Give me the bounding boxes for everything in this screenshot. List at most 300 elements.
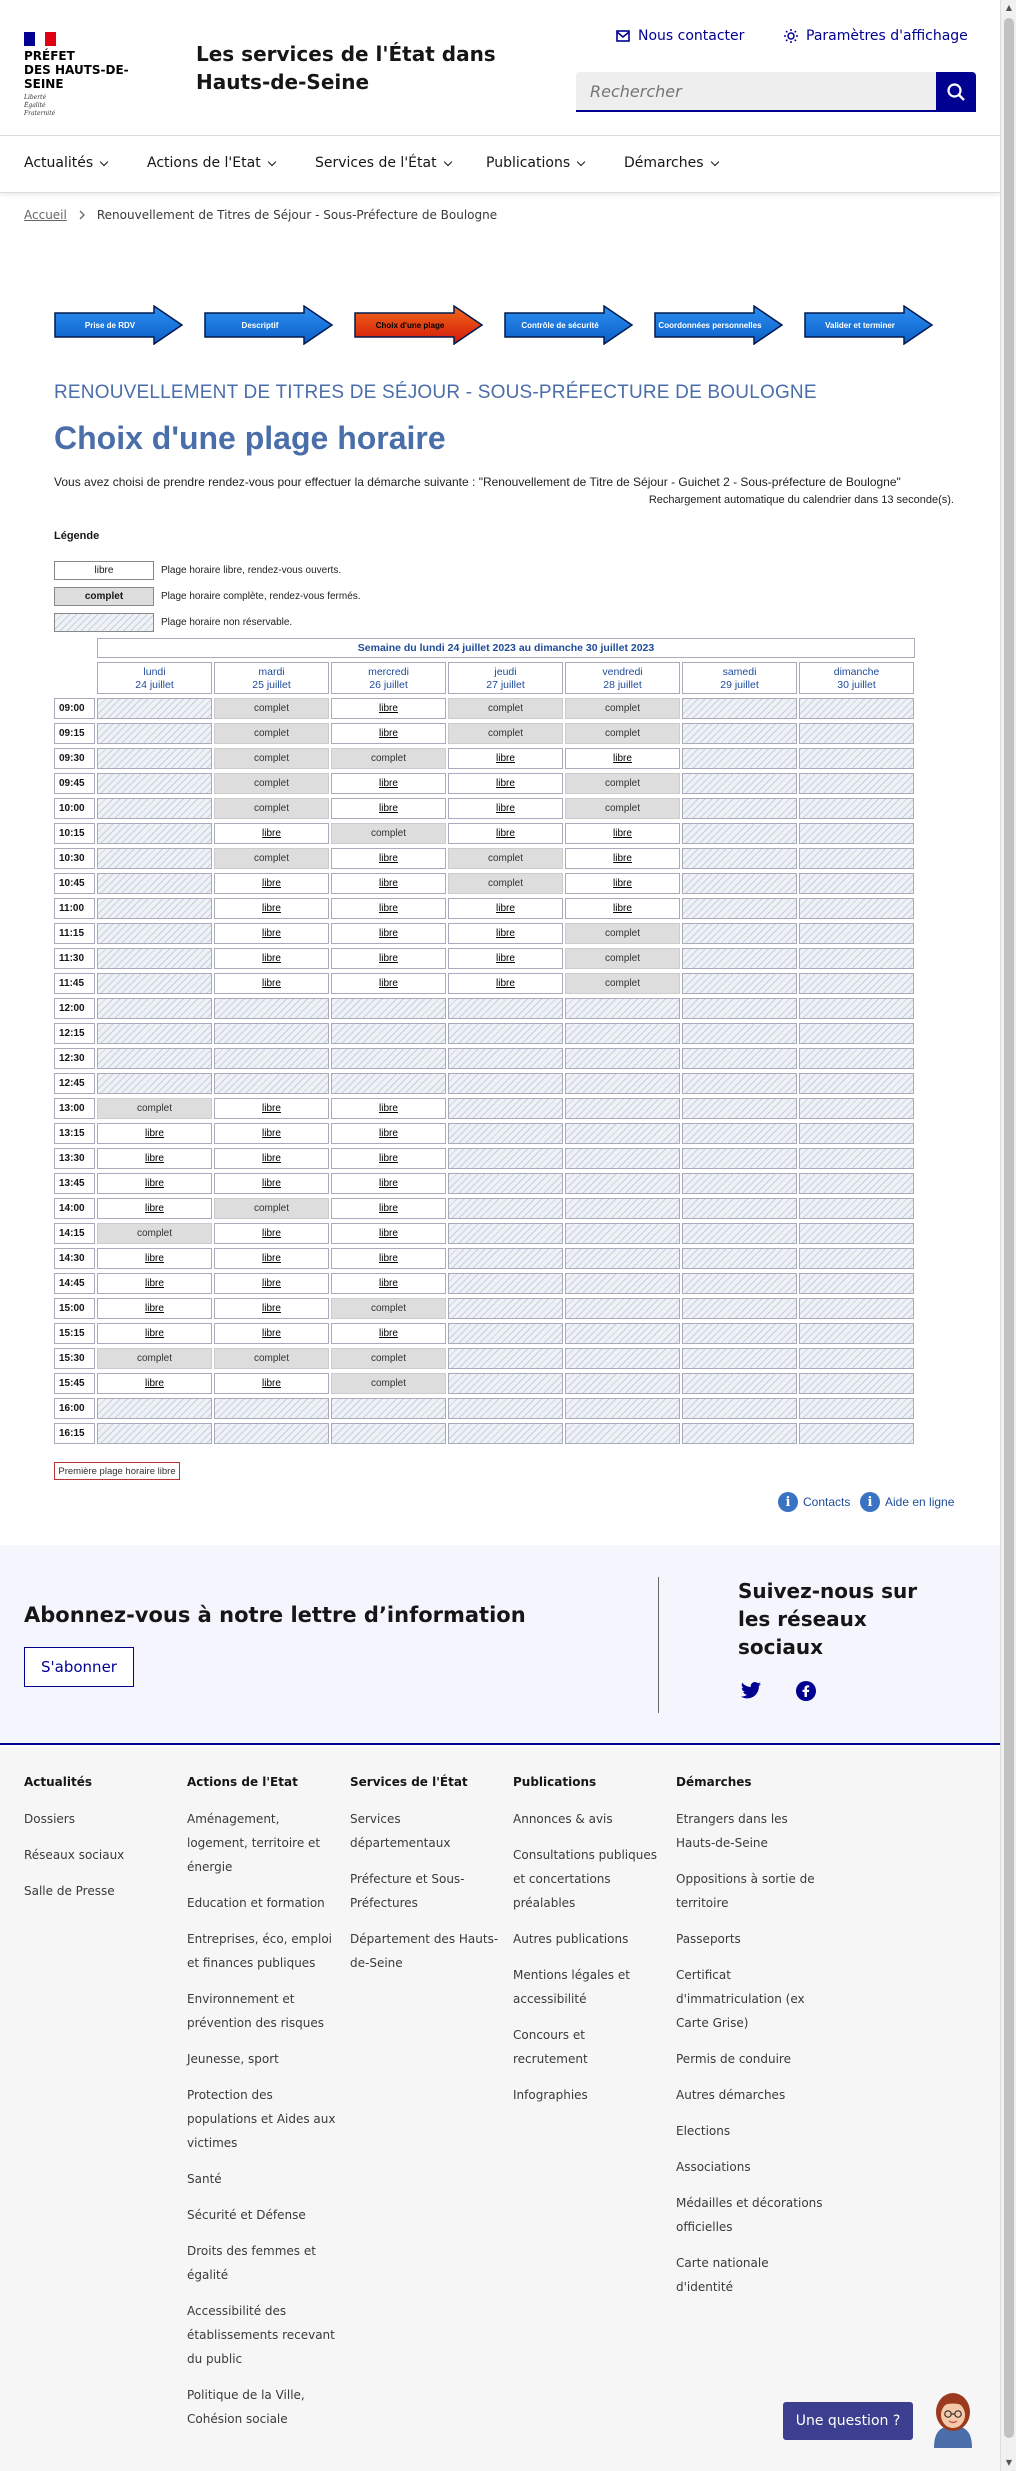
chat-button[interactable]: Une question ? [783, 2402, 913, 2440]
slot-unavailable [682, 698, 797, 719]
newsletter-title: Abonnez-vous à notre lettre d’information [24, 1603, 526, 1627]
slot-free[interactable]: libre [97, 1273, 212, 1294]
search-input[interactable] [576, 72, 936, 112]
slot-free[interactable]: libre [331, 698, 446, 719]
slot-unavailable [97, 998, 212, 1019]
time-label: 09:30 [54, 748, 95, 769]
slot-free[interactable]: libre [97, 1373, 212, 1394]
slot-free[interactable]: libre [214, 948, 329, 969]
procedure-subtitle: RENOUVELLEMENT DE TITRES DE SÉJOUR - SOUS-PRÉFECTURE DE BOULOGNE [54, 382, 817, 403]
step-label: Descriptif [241, 320, 279, 330]
slot-unavailable [799, 1298, 914, 1319]
slot-unavailable [565, 1323, 680, 1344]
slot-free[interactable]: libre [97, 1323, 212, 1344]
first-free-slot-button[interactable]: Première plage horaire libre [54, 1462, 180, 1480]
footer-link[interactable]: Education et formation [187, 1896, 325, 1910]
slot-full: complet [331, 1298, 446, 1319]
time-label: 13:00 [54, 1098, 95, 1119]
footer-link[interactable]: Associations [676, 2160, 751, 2174]
footer-link[interactable]: Protection des populations et Aides aux victimes [187, 2088, 336, 2150]
slot-free[interactable]: libre [448, 898, 563, 919]
footer-link[interactable]: Infographies [513, 2088, 588, 2102]
footer-link[interactable]: Médailles et décorations officielles [676, 2196, 823, 2234]
slot-unavailable [97, 823, 212, 844]
slot-unavailable [682, 823, 797, 844]
slot-free[interactable]: libre [214, 1323, 329, 1344]
footer-link[interactable]: Oppositions à sortie de territoire [676, 1872, 815, 1910]
chatbot-avatar[interactable] [928, 2390, 978, 2448]
nav-demarches[interactable] [624, 155, 718, 171]
slot-free[interactable]: libre [331, 1223, 446, 1244]
slot-free[interactable]: libre [331, 1248, 446, 1269]
footer-column-title: Services de l'État [350, 1775, 468, 1789]
slot-full: complet [565, 798, 680, 819]
subscribe-button[interactable]: S'abonner [24, 1647, 134, 1687]
slot-unavailable [799, 1373, 914, 1394]
site-title[interactable]: Les services de l'État dans Hauts-de-Seine [196, 42, 496, 94]
slot-full: complet [448, 723, 563, 744]
slot-unavailable [682, 1423, 797, 1444]
footer-link[interactable]: Sécurité et Défense [187, 2208, 306, 2222]
slot-unavailable [448, 998, 563, 1019]
slot-unavailable [682, 1348, 797, 1369]
slot-unavailable [799, 848, 914, 869]
slot-unavailable [799, 723, 914, 744]
info-icon: i [860, 1492, 880, 1512]
legend-free-text: Plage horaire libre, rendez-vous ouverts. [161, 565, 342, 576]
time-label: 14:45 [54, 1273, 95, 1294]
slot-free[interactable]: libre [331, 848, 446, 869]
slot-unavailable [565, 1248, 680, 1269]
slot-unavailable [448, 1098, 563, 1119]
nav-actualites[interactable] [24, 155, 107, 171]
slot-unavailable [799, 1273, 914, 1294]
footer-link[interactable]: Passeports [676, 1932, 741, 1946]
day-date: 25 juillet [252, 679, 291, 691]
footer-link[interactable]: Elections [676, 2124, 731, 2138]
breadcrumb-current: Renouvellement de Titres de Séjour - Sous-Préfecture de Boulogne [96, 208, 498, 222]
nav-publications-label: Publications [486, 155, 571, 171]
time-label: 15:45 [54, 1373, 95, 1394]
day-date: 26 juillet [369, 679, 408, 691]
day-name: dimanche [833, 666, 880, 678]
nav-services-etat[interactable] [315, 155, 451, 171]
nav-actions-etat[interactable] [147, 155, 275, 171]
slot-full: complet [214, 1348, 329, 1369]
slot-unavailable [682, 1223, 797, 1244]
slot-free[interactable]: libre [448, 748, 563, 769]
slot-unavailable [565, 1373, 680, 1394]
slot-unavailable [565, 1098, 680, 1119]
time-label: 12:00 [54, 998, 95, 1019]
step-2 [204, 305, 334, 345]
step-3 [354, 305, 484, 345]
time-label: 15:30 [54, 1348, 95, 1369]
slot-unavailable [565, 1123, 680, 1144]
slot-free[interactable]: libre [214, 923, 329, 944]
day-date: 28 juillet [603, 679, 642, 691]
footer-link[interactable]: Carte nationale d'identité [676, 2256, 769, 2294]
slot-full: complet [331, 1348, 446, 1369]
slot-free[interactable]: libre [448, 823, 563, 844]
time-label: 09:00 [54, 698, 95, 719]
slot-free[interactable]: libre [331, 1098, 446, 1119]
slot-free[interactable]: libre [214, 1223, 329, 1244]
search-bar [576, 72, 976, 112]
slot-free[interactable]: libre [448, 973, 563, 994]
marianne-flag-icon [24, 32, 56, 46]
footer-link[interactable]: Dossiers [24, 1812, 75, 1826]
social-title: Suivez-nous sur les réseaux sociaux [738, 1579, 918, 1659]
breadcrumb-home[interactable]: Accueil [24, 208, 67, 222]
footer-link[interactable]: Accessibilité des établissements recevant du public [187, 2304, 335, 2366]
slot-unavailable [682, 1123, 797, 1144]
slot-unavailable [799, 773, 914, 794]
slot-unavailable [682, 1048, 797, 1069]
time-label: 10:30 [54, 848, 95, 869]
time-label: 13:45 [54, 1173, 95, 1194]
slot-full: complet [214, 1198, 329, 1219]
footer-link[interactable]: Autres démarches [676, 2088, 786, 2102]
slot-free[interactable]: libre [565, 873, 680, 894]
slot-unavailable [331, 1398, 446, 1419]
slot-free[interactable]: libre [331, 1173, 446, 1194]
day-header-mardi [214, 662, 329, 694]
footer-link[interactable]: Aménagement, logement, territoire et énergie [187, 1812, 321, 1874]
footer-link[interactable]: Consultations publiques et concertations préalables [513, 1848, 657, 1910]
breadcrumb [24, 208, 497, 222]
slot-free[interactable]: libre [331, 923, 446, 944]
twitter-icon[interactable] [740, 1681, 762, 1701]
search-icon [946, 82, 966, 102]
slot-free[interactable]: libre [331, 1123, 446, 1144]
slot-full: complet [97, 1348, 212, 1369]
slot-unavailable [214, 1023, 329, 1044]
slot-unavailable [448, 1123, 563, 1144]
slot-unavailable [799, 1173, 914, 1194]
slot-free[interactable]: libre [214, 1298, 329, 1319]
day-header-jeudi [448, 662, 563, 694]
footer-link[interactable]: Autres publications [513, 1932, 629, 1946]
time-label: 16:15 [54, 1423, 95, 1444]
slot-unavailable [799, 1023, 914, 1044]
slot-free[interactable]: libre [97, 1123, 212, 1144]
slot-unavailable [448, 1023, 563, 1044]
slot-free[interactable]: libre [448, 923, 563, 944]
scroll-down-icon[interactable]: ▼ [1005, 2458, 1013, 2467]
slot-unavailable [799, 1323, 914, 1344]
slot-unavailable [799, 1348, 914, 1369]
slot-unavailable [682, 948, 797, 969]
footer-link[interactable]: Jeunesse, sport [187, 2052, 279, 2066]
slot-free[interactable]: libre [214, 1248, 329, 1269]
slot-free[interactable]: libre [97, 1298, 212, 1319]
day-name: samedi [722, 666, 757, 678]
slot-free[interactable]: libre [331, 898, 446, 919]
slot-unavailable [448, 1173, 563, 1194]
time-label: 12:15 [54, 1023, 95, 1044]
step-label: Choix d'une plage [375, 320, 445, 330]
footer-link[interactable]: Mentions légales et accessibilité [513, 1968, 630, 2006]
slot-unavailable [97, 723, 212, 744]
slot-unavailable [331, 1073, 446, 1094]
nav-actions-etat-label: Actions de l'Etat [147, 155, 261, 171]
scrollbar-thumb[interactable] [1004, 18, 1014, 2438]
footer-column-title: Actualités [24, 1775, 93, 1789]
intro-text: Vous avez choisi de prendre rendez-vous pour effectuer la démarche suivante : "Renouvellement de Titre de Séjour - Guichet 2 - Sous-préfecture de Boulogne" [54, 475, 901, 489]
nav-publications[interactable] [486, 155, 584, 171]
footer-link[interactable]: Environnement et prévention des risques [187, 1992, 325, 2030]
footer-column-title: Publications [513, 1775, 597, 1789]
time-label: 15:15 [54, 1323, 95, 1344]
slot-unavailable [799, 973, 914, 994]
footer-link[interactable]: Entreprises, éco, emploi et finances publiques [187, 1932, 332, 1970]
footer-link[interactable]: Préfecture et Sous-Préfectures [350, 1872, 465, 1910]
slot-unavailable [565, 1223, 680, 1244]
step-4 [504, 305, 634, 345]
slot-free[interactable]: libre [565, 823, 680, 844]
step-label: Coordonnées personnelles [658, 320, 762, 330]
footer-link[interactable]: Département des Hauts-de-Seine [350, 1932, 499, 1970]
slot-free[interactable]: libre [331, 773, 446, 794]
time-label: 14:00 [54, 1198, 95, 1219]
contact-label: Nous contacter [638, 28, 745, 44]
slot-full: complet [448, 873, 563, 894]
slot-unavailable [214, 1398, 329, 1419]
slot-unavailable [331, 1023, 446, 1044]
slot-free[interactable]: libre [448, 798, 563, 819]
slot-free[interactable]: libre [214, 1273, 329, 1294]
slot-unavailable [799, 798, 914, 819]
time-label: 14:30 [54, 1248, 95, 1269]
slot-free[interactable]: libre [331, 723, 446, 744]
time-label: 13:15 [54, 1123, 95, 1144]
slot-unavailable [682, 1073, 797, 1094]
slot-free[interactable]: libre [97, 1173, 212, 1194]
slot-unavailable [448, 1373, 563, 1394]
slot-free[interactable]: libre [214, 973, 329, 994]
slot-full: complet [97, 1223, 212, 1244]
slot-unavailable [682, 1373, 797, 1394]
time-label: 16:00 [54, 1398, 95, 1419]
online-help-label: Aide en ligne [885, 1495, 955, 1509]
slot-free[interactable]: libre [214, 823, 329, 844]
site-header [0, 0, 1000, 136]
slot-free[interactable]: libre [331, 1148, 446, 1169]
slot-unavailable [799, 898, 914, 919]
time-label: 12:45 [54, 1073, 95, 1094]
contacts-link[interactable] [778, 1492, 850, 1512]
footer-column [350, 1775, 500, 1987]
slot-unavailable [565, 1298, 680, 1319]
slot-free[interactable]: libre [331, 973, 446, 994]
slot-free[interactable]: libre [214, 1373, 329, 1394]
slot-full: complet [214, 798, 329, 819]
time-label: 09:15 [54, 723, 95, 744]
display-settings-label: Paramètres d'affichage [806, 28, 968, 44]
prefet-logo[interactable] [24, 32, 164, 118]
slot-unavailable [799, 1423, 914, 1444]
footer-column-title: Démarches [676, 1775, 752, 1789]
day-name: mardi [258, 666, 285, 678]
motto-3: Fraternité [24, 110, 56, 117]
scroll-up-icon[interactable]: ▲ [1005, 3, 1013, 12]
slot-unavailable [448, 1223, 563, 1244]
nav-demarches-label: Démarches [624, 155, 704, 171]
slot-unavailable [799, 998, 914, 1019]
scrollbar[interactable] [1000, 0, 1016, 2471]
footer-link[interactable]: Droits des femmes et égalité [187, 2244, 316, 2282]
slot-free[interactable]: libre [331, 1273, 446, 1294]
slot-free[interactable]: libre [214, 898, 329, 919]
slot-full: complet [331, 823, 446, 844]
chevron-right-icon [79, 210, 85, 220]
assistant-avatar-icon [928, 2390, 978, 2448]
slot-free[interactable]: libre [97, 1198, 212, 1219]
reload-suffix: seconde(s). [896, 494, 954, 506]
step-6 [804, 305, 934, 345]
slot-unavailable [448, 1048, 563, 1069]
slot-free[interactable]: libre [97, 1248, 212, 1269]
slot-free[interactable]: libre [331, 798, 446, 819]
day-date: 30 juillet [837, 679, 876, 691]
slot-free[interactable]: libre [331, 1323, 446, 1344]
slot-full: complet [565, 973, 680, 994]
slot-unavailable [565, 1273, 680, 1294]
slot-unavailable [682, 1248, 797, 1269]
footer-link[interactable]: Services départementaux [350, 1812, 451, 1850]
slot-unavailable [682, 1323, 797, 1344]
legend-na-swatch [54, 613, 154, 632]
legend-full-text: Plage horaire complète, rendez-vous fermés. [161, 591, 361, 602]
day-header-vendredi [565, 662, 680, 694]
time-label: 15:00 [54, 1298, 95, 1319]
sun-icon [784, 29, 798, 43]
step-1 [54, 305, 184, 345]
time-label: 11:30 [54, 948, 95, 969]
time-label: 12:30 [54, 1048, 95, 1069]
slot-unavailable [97, 948, 212, 969]
slot-unavailable [799, 1073, 914, 1094]
slot-unavailable [448, 1273, 563, 1294]
site-footer [0, 1747, 1000, 2471]
slot-unavailable [565, 1148, 680, 1169]
legend-na-text: Plage horaire non réservable. [161, 617, 293, 628]
slot-unavailable [97, 898, 212, 919]
slot-free[interactable]: libre [214, 1098, 329, 1119]
time-label: 11:15 [54, 923, 95, 944]
slot-free[interactable]: libre [448, 773, 563, 794]
footer-link[interactable]: Annonces & avis [513, 1812, 613, 1826]
slot-full: complet [214, 773, 329, 794]
step-label: Prise de RDV [84, 320, 136, 330]
facebook-icon[interactable] [796, 1681, 816, 1701]
slot-unavailable [799, 873, 914, 894]
slot-unavailable [799, 1123, 914, 1144]
legend-full-swatch: complet [54, 587, 154, 606]
logo-line-2: DES HAUTS-DE-SEINE [24, 63, 129, 91]
slot-full: complet [97, 1098, 212, 1119]
slot-free[interactable]: libre [331, 1198, 446, 1219]
slot-free[interactable]: libre [565, 748, 680, 769]
slot-unavailable [448, 1398, 563, 1419]
slot-unavailable [97, 748, 212, 769]
search-button[interactable] [936, 72, 976, 112]
display-settings-link[interactable] [784, 28, 968, 44]
day-date: 24 juillet [135, 679, 174, 691]
slot-free[interactable]: libre [331, 873, 446, 894]
slot-unavailable [799, 1398, 914, 1419]
slot-free[interactable]: libre [448, 948, 563, 969]
day-header-dimanche [799, 662, 914, 694]
slot-unavailable [682, 923, 797, 944]
slot-unavailable [682, 873, 797, 894]
slot-unavailable [799, 698, 914, 719]
footer-link[interactable]: Santé [187, 2172, 222, 2186]
footer-link[interactable]: Etrangers dans les Hauts-de-Seine [676, 1812, 788, 1850]
day-name: mercredi [368, 666, 409, 678]
footer-link[interactable]: Concours et recrutement [513, 2028, 588, 2066]
slot-full: complet [331, 748, 446, 769]
footer-column [513, 1775, 663, 2119]
slot-free[interactable]: libre [331, 948, 446, 969]
footer-link[interactable]: Certificat d'immatriculation (ex Carte Grise) [676, 1968, 805, 2030]
slot-free[interactable]: libre [565, 898, 680, 919]
slot-unavailable [448, 1198, 563, 1219]
slot-full: complet [565, 698, 680, 719]
footer-link[interactable]: Réseaux sociaux [24, 1848, 125, 1862]
chevron-down-icon [443, 157, 451, 165]
footer-link[interactable]: Permis de conduire [676, 2052, 791, 2066]
footer-link[interactable]: Salle de Presse [24, 1884, 115, 1898]
slot-unavailable [214, 998, 329, 1019]
slot-free[interactable]: libre [214, 1123, 329, 1144]
footer-link[interactable]: Politique de la Ville, Cohésion sociale [187, 2388, 305, 2426]
slot-unavailable [682, 1173, 797, 1194]
slot-unavailable [799, 1223, 914, 1244]
slot-unavailable [682, 1198, 797, 1219]
slot-unavailable [97, 973, 212, 994]
slot-unavailable [799, 1248, 914, 1269]
slot-unavailable [799, 823, 914, 844]
day-header-samedi [682, 662, 797, 694]
time-label: 11:00 [54, 898, 95, 919]
contact-link[interactable] [616, 28, 744, 44]
slot-unavailable [448, 1073, 563, 1094]
nav-services-etat-label: Services de l'État [315, 155, 437, 171]
slot-free[interactable]: libre [97, 1148, 212, 1169]
slot-unavailable [565, 1398, 680, 1419]
slot-full: complet [214, 723, 329, 744]
slot-full: complet [448, 698, 563, 719]
slot-free[interactable]: libre [214, 1148, 329, 1169]
online-help-link[interactable] [860, 1492, 954, 1512]
slot-unavailable [682, 898, 797, 919]
motto-2: Égalité [24, 102, 46, 109]
chevron-down-icon [710, 157, 718, 165]
slot-unavailable [799, 1048, 914, 1069]
slot-unavailable [682, 1098, 797, 1119]
slot-free[interactable]: libre [214, 873, 329, 894]
slot-unavailable [565, 1348, 680, 1369]
slot-unavailable [97, 1048, 212, 1069]
day-date: 29 juillet [720, 679, 759, 691]
slot-unavailable [799, 1098, 914, 1119]
slot-free[interactable]: libre [214, 1173, 329, 1194]
slot-free[interactable]: libre [565, 848, 680, 869]
mail-icon [616, 30, 630, 42]
slot-unavailable [448, 1148, 563, 1169]
